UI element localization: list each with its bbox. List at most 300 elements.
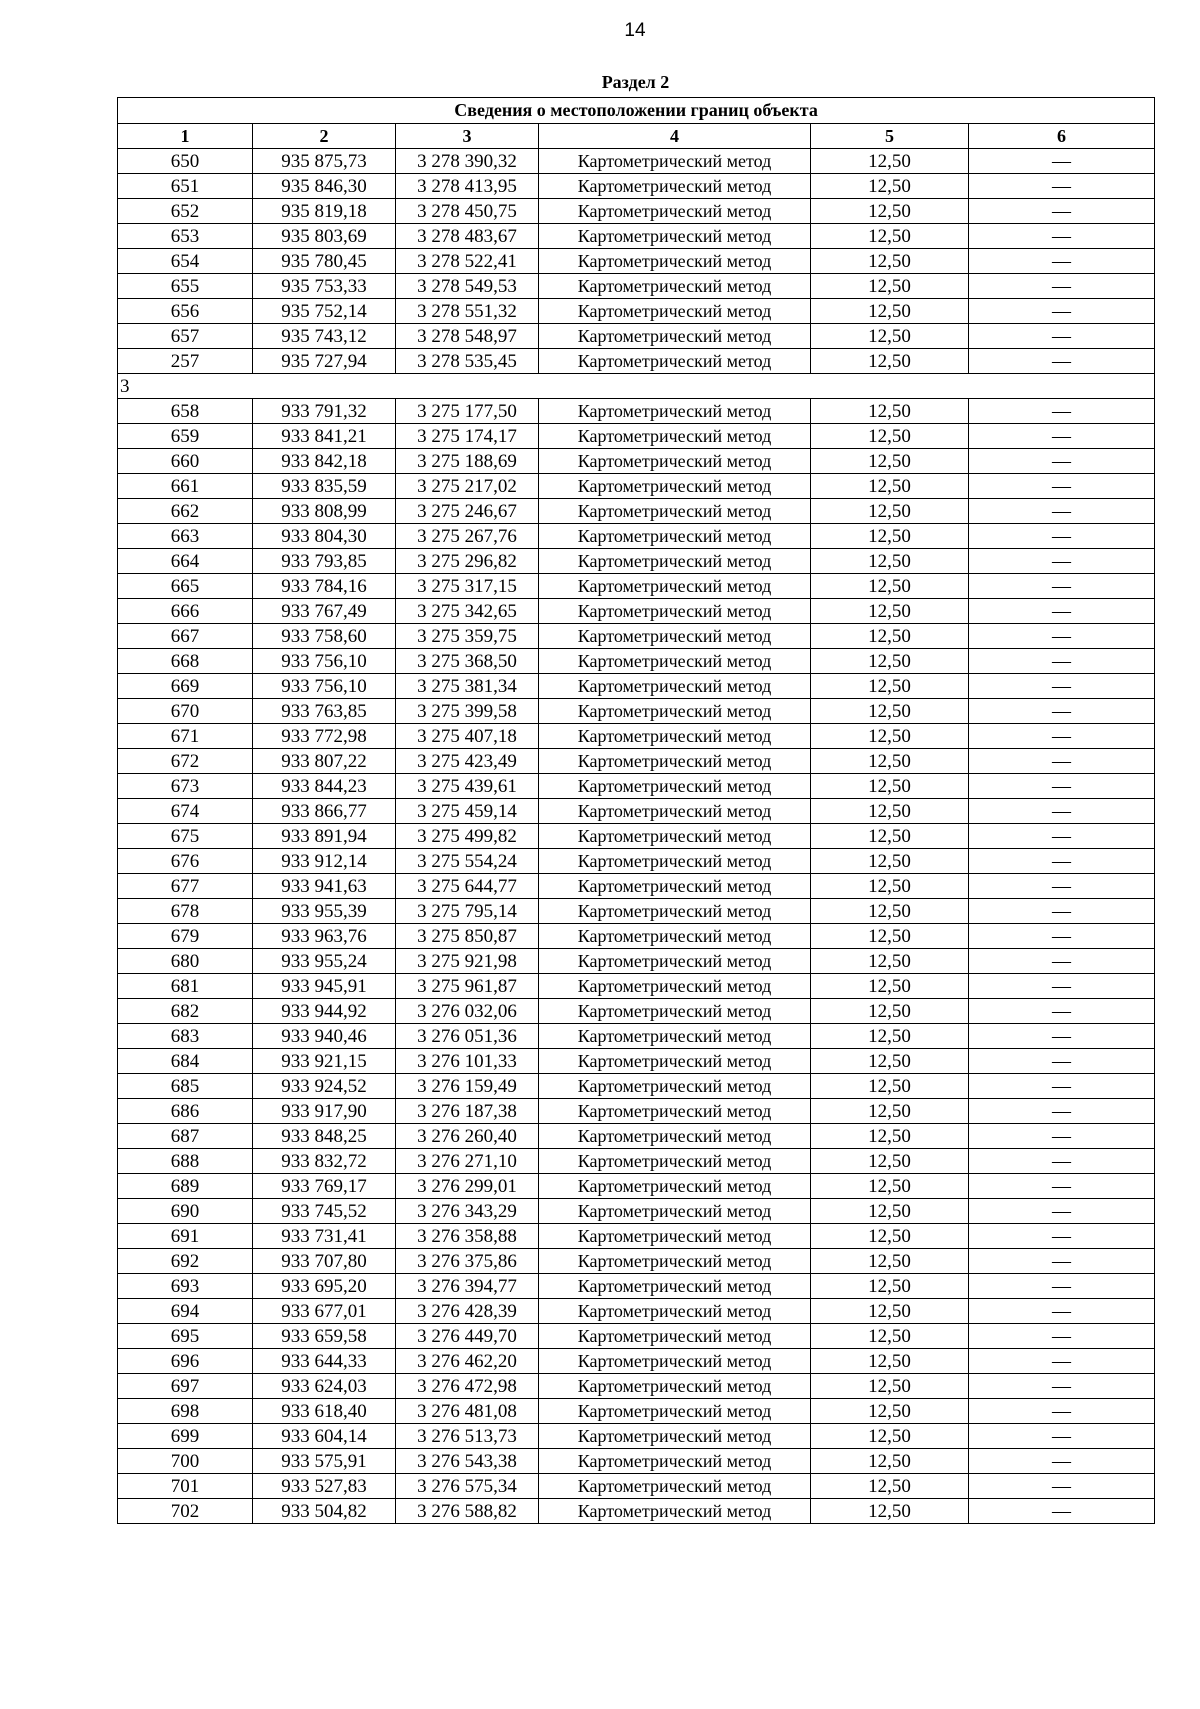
table-row (118, 624, 1155, 649)
table-row (118, 199, 1155, 224)
table-row (118, 1374, 1155, 1399)
description-cell: — (969, 1124, 1155, 1149)
y-coordinate-cell: 3 276 588,82 (396, 1499, 539, 1524)
description-cell: — (969, 749, 1155, 774)
x-coordinate-cell: 935 752,14 (253, 299, 396, 324)
accuracy-cell: 12,50 (811, 674, 969, 699)
x-coordinate-cell: 933 758,60 (253, 624, 396, 649)
y-coordinate-cell: 3 276 575,34 (396, 1474, 539, 1499)
point-number-cell: 701 (118, 1474, 253, 1499)
accuracy-cell: 12,50 (811, 1399, 969, 1424)
accuracy-cell: 12,50 (811, 1349, 969, 1374)
method-cell: Картометрический метод (539, 824, 811, 849)
method-cell: Картометрический метод (539, 449, 811, 474)
y-coordinate-cell: 3 275 439,61 (396, 774, 539, 799)
y-coordinate-cell: 3 275 217,02 (396, 474, 539, 499)
x-coordinate-cell: 935 727,94 (253, 349, 396, 374)
accuracy-cell: 12,50 (811, 824, 969, 849)
y-coordinate-cell: 3 278 551,32 (396, 299, 539, 324)
y-coordinate-cell: 3 278 390,32 (396, 149, 539, 174)
y-coordinate-cell: 3 275 459,14 (396, 799, 539, 824)
point-number-cell: 666 (118, 599, 253, 624)
accuracy-cell: 12,50 (811, 649, 969, 674)
description-cell: — (969, 1374, 1155, 1399)
y-coordinate-cell: 3 276 472,98 (396, 1374, 539, 1399)
y-coordinate-cell: 3 276 260,40 (396, 1124, 539, 1149)
point-number-cell: 696 (118, 1349, 253, 1374)
method-cell: Картометрический метод (539, 199, 811, 224)
accuracy-cell: 12,50 (811, 549, 969, 574)
point-number-cell: 679 (118, 924, 253, 949)
table-row (118, 499, 1155, 524)
table-row (118, 824, 1155, 849)
point-number-cell: 664 (118, 549, 253, 574)
section-title: Раздел 2 (601, 72, 670, 92)
y-coordinate-cell: 3 276 449,70 (396, 1324, 539, 1349)
accuracy-cell: 12,50 (811, 1324, 969, 1349)
point-number-cell: 656 (118, 299, 253, 324)
method-cell: Картометрический метод (539, 949, 811, 974)
table-row (118, 174, 1155, 199)
method-cell: Картометрический метод (539, 799, 811, 824)
method-cell: Картометрический метод (539, 1274, 811, 1299)
description-cell: — (969, 324, 1155, 349)
method-cell: Картометрический метод (539, 899, 811, 924)
accuracy-cell: 12,50 (811, 1124, 969, 1149)
description-cell: — (969, 274, 1155, 299)
description-cell: — (969, 349, 1155, 374)
x-coordinate-cell: 933 793,85 (253, 549, 396, 574)
accuracy-cell: 12,50 (811, 1374, 969, 1399)
y-coordinate-cell: 3 275 177,50 (396, 399, 539, 424)
point-number-cell: 686 (118, 1099, 253, 1124)
y-coordinate-cell: 3 278 549,53 (396, 274, 539, 299)
description-cell: — (969, 449, 1155, 474)
y-coordinate-cell: 3 275 961,87 (396, 974, 539, 999)
table-row (118, 149, 1155, 174)
table-row (118, 749, 1155, 774)
y-coordinate-cell: 3 275 795,14 (396, 899, 539, 924)
point-number-cell: 667 (118, 624, 253, 649)
x-coordinate-cell: 933 941,63 (253, 874, 396, 899)
method-cell: Картометрический метод (539, 149, 811, 174)
y-coordinate-cell: 3 276 159,49 (396, 1074, 539, 1099)
point-number-cell: 691 (118, 1224, 253, 1249)
boundary-coordinates-table (117, 97, 1155, 1524)
accuracy-cell: 12,50 (811, 1224, 969, 1249)
accuracy-cell: 12,50 (811, 1149, 969, 1174)
point-number-cell: 676 (118, 849, 253, 874)
x-coordinate-cell: 933 917,90 (253, 1099, 396, 1124)
y-coordinate-cell: 3 278 535,45 (396, 349, 539, 374)
table-row (118, 349, 1155, 374)
table-row (118, 574, 1155, 599)
description-cell: — (969, 499, 1155, 524)
accuracy-cell: 12,50 (811, 249, 969, 274)
x-coordinate-cell: 933 891,94 (253, 824, 396, 849)
table-row (118, 1149, 1155, 1174)
description-cell: — (969, 424, 1155, 449)
method-cell: Картометрический метод (539, 1449, 811, 1474)
accuracy-cell: 12,50 (811, 299, 969, 324)
point-number-cell: 690 (118, 1199, 253, 1224)
table-row (118, 1349, 1155, 1374)
y-coordinate-cell: 3 276 343,29 (396, 1199, 539, 1224)
point-number-cell: 651 (118, 174, 253, 199)
x-coordinate-cell: 933 731,41 (253, 1224, 396, 1249)
table-row (118, 899, 1155, 924)
table-row (118, 1249, 1155, 1274)
method-cell: Картометрический метод (539, 1374, 811, 1399)
y-coordinate-cell: 3 276 051,36 (396, 1024, 539, 1049)
accuracy-cell: 12,50 (811, 1099, 969, 1124)
table-row (118, 1274, 1155, 1299)
method-cell: Картометрический метод (539, 349, 811, 374)
y-coordinate-cell: 3 278 483,67 (396, 224, 539, 249)
description-cell: — (969, 1074, 1155, 1099)
description-cell: — (969, 1099, 1155, 1124)
table-row (118, 324, 1155, 349)
method-cell: Картометрический метод (539, 674, 811, 699)
method-cell: Картометрический метод (539, 1424, 811, 1449)
y-coordinate-cell: 3 275 174,17 (396, 424, 539, 449)
table-row (118, 1224, 1155, 1249)
accuracy-cell: 12,50 (811, 774, 969, 799)
x-coordinate-cell: 933 772,98 (253, 724, 396, 749)
description-cell: — (969, 549, 1155, 574)
x-coordinate-cell: 933 763,85 (253, 699, 396, 724)
y-coordinate-cell: 3 276 358,88 (396, 1224, 539, 1249)
table-row (118, 549, 1155, 574)
table-caption: Сведения о местоположении границ объекта (118, 98, 1155, 124)
x-coordinate-cell: 933 618,40 (253, 1399, 396, 1424)
y-coordinate-cell: 3 278 548,97 (396, 324, 539, 349)
x-coordinate-cell: 933 807,22 (253, 749, 396, 774)
point-number-cell: 668 (118, 649, 253, 674)
method-cell: Картометрический метод (539, 849, 811, 874)
point-number-cell: 680 (118, 949, 253, 974)
point-number-cell: 657 (118, 324, 253, 349)
table-row (118, 799, 1155, 824)
point-number-cell: 699 (118, 1424, 253, 1449)
column-header: 6 (969, 124, 1155, 149)
table-row (118, 274, 1155, 299)
y-coordinate-cell: 3 276 299,01 (396, 1174, 539, 1199)
point-number-cell: 653 (118, 224, 253, 249)
y-coordinate-cell: 3 275 921,98 (396, 949, 539, 974)
point-number-cell: 694 (118, 1299, 253, 1324)
accuracy-cell: 12,50 (811, 199, 969, 224)
table-row (118, 299, 1155, 324)
description-cell: — (969, 1224, 1155, 1249)
x-coordinate-cell: 933 842,18 (253, 449, 396, 474)
accuracy-cell: 12,50 (811, 1049, 969, 1074)
point-number-cell: 678 (118, 899, 253, 924)
point-number-cell: 674 (118, 799, 253, 824)
description-cell: — (969, 224, 1155, 249)
y-coordinate-cell: 3 275 188,69 (396, 449, 539, 474)
accuracy-cell: 12,50 (811, 699, 969, 724)
point-number-cell: 661 (118, 474, 253, 499)
description-cell: — (969, 1274, 1155, 1299)
accuracy-cell: 12,50 (811, 999, 969, 1024)
point-number-cell: 687 (118, 1124, 253, 1149)
y-coordinate-cell: 3 275 399,58 (396, 699, 539, 724)
method-cell: Картометрический метод (539, 574, 811, 599)
method-cell: Картометрический метод (539, 524, 811, 549)
point-number-cell: 669 (118, 674, 253, 699)
point-number-cell: 675 (118, 824, 253, 849)
method-cell: Картометрический метод (539, 1349, 811, 1374)
y-coordinate-cell: 3 275 644,77 (396, 874, 539, 899)
description-cell: — (969, 1424, 1155, 1449)
accuracy-cell: 12,50 (811, 974, 969, 999)
accuracy-cell: 12,50 (811, 274, 969, 299)
x-coordinate-cell: 935 753,33 (253, 274, 396, 299)
column-header: 4 (539, 124, 811, 149)
method-cell: Картометрический метод (539, 1249, 811, 1274)
table-row (118, 874, 1155, 899)
accuracy-cell: 12,50 (811, 1074, 969, 1099)
x-coordinate-cell: 933 695,20 (253, 1274, 396, 1299)
description-cell: — (969, 474, 1155, 499)
x-coordinate-cell: 933 756,10 (253, 674, 396, 699)
accuracy-cell: 12,50 (811, 799, 969, 824)
method-cell: Картометрический метод (539, 724, 811, 749)
y-coordinate-cell: 3 275 317,15 (396, 574, 539, 599)
method-cell: Картометрический метод (539, 1124, 811, 1149)
method-cell: Картометрический метод (539, 474, 811, 499)
method-cell: Картометрический метод (539, 599, 811, 624)
method-cell: Картометрический метод (539, 324, 811, 349)
column-header: 2 (253, 124, 396, 149)
table-row (118, 1074, 1155, 1099)
method-cell: Картометрический метод (539, 999, 811, 1024)
table-row (118, 849, 1155, 874)
table-row (118, 924, 1155, 949)
method-cell: Картометрический метод (539, 624, 811, 649)
description-cell: — (969, 1174, 1155, 1199)
description-cell: — (969, 874, 1155, 899)
x-coordinate-cell: 933 575,91 (253, 1449, 396, 1474)
method-cell: Картометрический метод (539, 274, 811, 299)
table-row (118, 674, 1155, 699)
x-coordinate-cell: 933 707,80 (253, 1249, 396, 1274)
point-number-cell: 697 (118, 1374, 253, 1399)
accuracy-cell: 12,50 (811, 849, 969, 874)
point-number-cell: 684 (118, 1049, 253, 1074)
y-coordinate-cell: 3 278 450,75 (396, 199, 539, 224)
x-coordinate-cell: 935 819,18 (253, 199, 396, 224)
column-header: 1 (118, 124, 253, 149)
accuracy-cell: 12,50 (811, 874, 969, 899)
x-coordinate-cell: 933 924,52 (253, 1074, 396, 1099)
x-coordinate-cell: 933 745,52 (253, 1199, 396, 1224)
table-row (118, 1174, 1155, 1199)
accuracy-cell: 12,50 (811, 599, 969, 624)
accuracy-cell: 12,50 (811, 1499, 969, 1524)
accuracy-cell: 12,50 (811, 924, 969, 949)
method-cell: Картометрический метод (539, 699, 811, 724)
description-cell: — (969, 1199, 1155, 1224)
point-number-cell: 662 (118, 499, 253, 524)
accuracy-cell: 12,50 (811, 474, 969, 499)
method-cell: Картометрический метод (539, 1324, 811, 1349)
description-cell: — (969, 299, 1155, 324)
description-cell: — (969, 149, 1155, 174)
method-cell: Картометрический метод (539, 1024, 811, 1049)
accuracy-cell: 12,50 (811, 1199, 969, 1224)
description-cell: — (969, 399, 1155, 424)
y-coordinate-cell: 3 275 554,24 (396, 849, 539, 874)
accuracy-cell: 12,50 (811, 399, 969, 424)
method-cell: Картометрический метод (539, 1224, 811, 1249)
y-coordinate-cell: 3 276 481,08 (396, 1399, 539, 1424)
method-cell: Картометрический метод (539, 1099, 811, 1124)
table-row (118, 424, 1155, 449)
x-coordinate-cell: 933 921,15 (253, 1049, 396, 1074)
description-cell: — (969, 1249, 1155, 1274)
y-coordinate-cell: 3 276 271,10 (396, 1149, 539, 1174)
accuracy-cell: 12,50 (811, 1299, 969, 1324)
description-cell: — (969, 1474, 1155, 1499)
x-coordinate-cell: 933 835,59 (253, 474, 396, 499)
table-row (118, 1449, 1155, 1474)
point-number-cell: 650 (118, 149, 253, 174)
table-row (118, 1199, 1155, 1224)
y-coordinate-cell: 3 276 032,06 (396, 999, 539, 1024)
point-number-cell: 652 (118, 199, 253, 224)
x-coordinate-cell: 933 659,58 (253, 1324, 396, 1349)
description-cell: — (969, 1324, 1155, 1349)
x-coordinate-cell: 933 940,46 (253, 1024, 396, 1049)
y-coordinate-cell: 3 276 513,73 (396, 1424, 539, 1449)
method-cell: Картометрический метод (539, 924, 811, 949)
point-number-cell: 658 (118, 399, 253, 424)
description-cell: — (969, 174, 1155, 199)
method-cell: Картометрический метод (539, 1199, 811, 1224)
table-row (118, 1324, 1155, 1349)
y-coordinate-cell: 3 275 407,18 (396, 724, 539, 749)
x-coordinate-cell: 933 844,23 (253, 774, 396, 799)
column-header-row (118, 124, 1155, 149)
x-coordinate-cell: 933 624,03 (253, 1374, 396, 1399)
y-coordinate-cell: 3 275 423,49 (396, 749, 539, 774)
description-cell: — (969, 574, 1155, 599)
description-cell: — (969, 924, 1155, 949)
y-coordinate-cell: 3 275 850,87 (396, 924, 539, 949)
column-header: 3 (396, 124, 539, 149)
x-coordinate-cell: 933 848,25 (253, 1124, 396, 1149)
description-cell: — (969, 849, 1155, 874)
x-coordinate-cell: 933 912,14 (253, 849, 396, 874)
point-number-cell: 665 (118, 574, 253, 599)
table-row (118, 1399, 1155, 1424)
description-cell: — (969, 724, 1155, 749)
x-coordinate-cell: 935 875,73 (253, 149, 396, 174)
y-coordinate-cell: 3 275 246,67 (396, 499, 539, 524)
method-cell: Картометрический метод (539, 649, 811, 674)
point-number-cell: 673 (118, 774, 253, 799)
description-cell: — (969, 699, 1155, 724)
x-coordinate-cell: 933 769,17 (253, 1174, 396, 1199)
description-cell: — (969, 599, 1155, 624)
table-row (118, 1424, 1155, 1449)
y-coordinate-cell: 3 275 359,75 (396, 624, 539, 649)
table-row (118, 449, 1155, 474)
accuracy-cell: 12,50 (811, 1024, 969, 1049)
y-coordinate-cell: 3 276 462,20 (396, 1349, 539, 1374)
x-coordinate-cell: 933 944,92 (253, 999, 396, 1024)
accuracy-cell: 12,50 (811, 949, 969, 974)
point-number-cell: 663 (118, 524, 253, 549)
point-number-cell: 702 (118, 1499, 253, 1524)
y-coordinate-cell: 3 275 368,50 (396, 649, 539, 674)
table-caption-row (118, 98, 1155, 124)
y-coordinate-cell: 3 276 375,86 (396, 1249, 539, 1274)
y-coordinate-cell: 3 276 187,38 (396, 1099, 539, 1124)
x-coordinate-cell: 935 803,69 (253, 224, 396, 249)
y-coordinate-cell: 3 276 543,38 (396, 1449, 539, 1474)
method-cell: Картометрический метод (539, 1049, 811, 1074)
method-cell: Картометрический метод (539, 174, 811, 199)
table-row (118, 249, 1155, 274)
table-row (118, 224, 1155, 249)
method-cell: Картометрический метод (539, 549, 811, 574)
y-coordinate-cell: 3 275 267,76 (396, 524, 539, 549)
accuracy-cell: 12,50 (811, 1274, 969, 1299)
table-row (118, 974, 1155, 999)
point-number-cell: 689 (118, 1174, 253, 1199)
contour-group-row (118, 374, 1155, 399)
table-row (118, 949, 1155, 974)
description-cell: — (969, 1399, 1155, 1424)
method-cell: Картометрический метод (539, 249, 811, 274)
description-cell: — (969, 524, 1155, 549)
table-row (118, 474, 1155, 499)
y-coordinate-cell: 3 276 394,77 (396, 1274, 539, 1299)
description-cell: — (969, 824, 1155, 849)
table-row (118, 774, 1155, 799)
method-cell: Картометрический метод (539, 974, 811, 999)
table-row (118, 1474, 1155, 1499)
accuracy-cell: 12,50 (811, 1174, 969, 1199)
x-coordinate-cell: 933 756,10 (253, 649, 396, 674)
description-cell: — (969, 1349, 1155, 1374)
accuracy-cell: 12,50 (811, 224, 969, 249)
point-number-cell: 672 (118, 749, 253, 774)
accuracy-cell: 12,50 (811, 1424, 969, 1449)
description-cell: — (969, 949, 1155, 974)
point-number-cell: 670 (118, 699, 253, 724)
x-coordinate-cell: 935 780,45 (253, 249, 396, 274)
table-row (118, 649, 1155, 674)
contour-number: 3 (118, 374, 1155, 399)
description-cell: — (969, 974, 1155, 999)
point-number-cell: 654 (118, 249, 253, 274)
x-coordinate-cell: 933 866,77 (253, 799, 396, 824)
method-cell: Картометрический метод (539, 1499, 811, 1524)
point-number-cell: 655 (118, 274, 253, 299)
method-cell: Картометрический метод (539, 299, 811, 324)
point-number-cell: 671 (118, 724, 253, 749)
x-coordinate-cell: 935 743,12 (253, 324, 396, 349)
table-body (118, 149, 1155, 1524)
method-cell: Картометрический метод (539, 424, 811, 449)
method-cell: Картометрический метод (539, 1074, 811, 1099)
point-number-cell: 257 (118, 349, 253, 374)
table-row (118, 1124, 1155, 1149)
